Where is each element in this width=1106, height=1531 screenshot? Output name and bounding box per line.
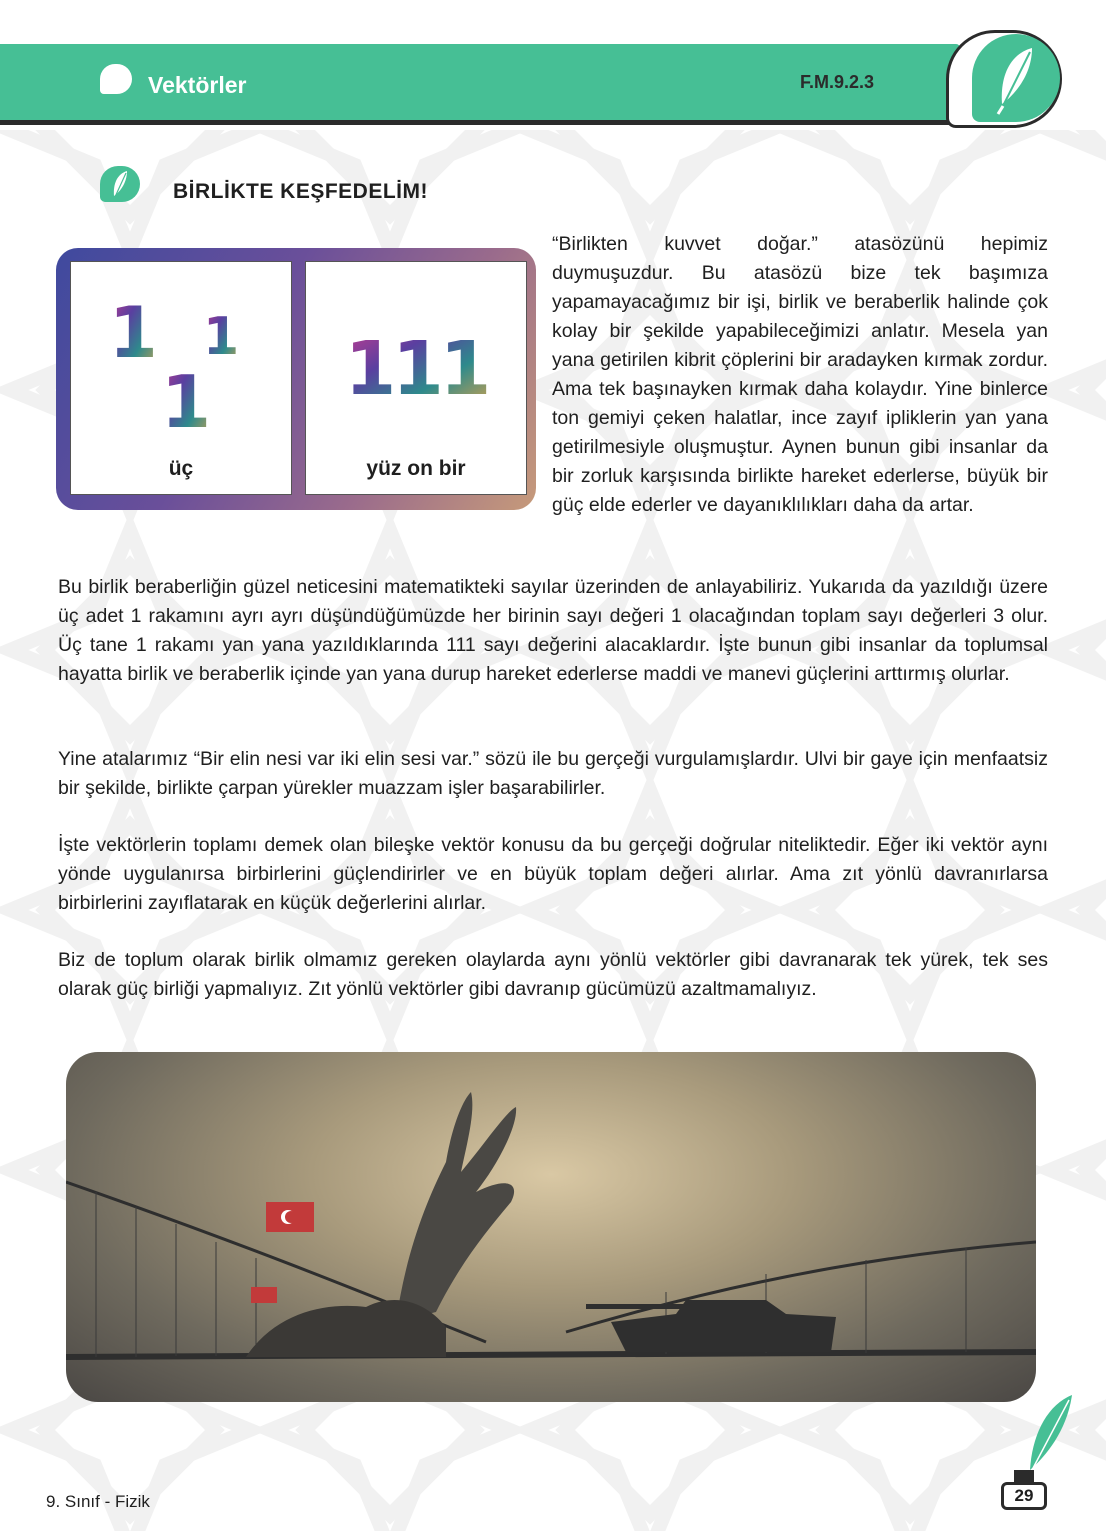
- number-111: 111: [344, 326, 488, 412]
- badge: [972, 34, 1060, 122]
- digit-one: 1: [161, 360, 212, 444]
- section-icon: [100, 166, 140, 202]
- feather-pen-icon: [1012, 1390, 1082, 1485]
- digits-scattered: [71, 262, 291, 452]
- page-number: 29: [1001, 1482, 1047, 1510]
- curriculum-code: F.M.9.2.3: [800, 72, 875, 92]
- card-three-ones: [70, 261, 292, 495]
- paragraph: Biz de toplum olarak birlik olmamız gereken olaylarda aynı yönlü vektörler gibi davranarak tek yürek, tek ses olarak güç birliği yapmalıyız. Zıt yönlü vektörler gibi davranıp gücümüzü azaltmamalıyız.: [58, 949, 1048, 1000]
- card-one-eleven: [305, 261, 527, 495]
- digit-one: 1: [109, 292, 158, 374]
- poster-illustration: [66, 1052, 1036, 1402]
- poster-image: [66, 1052, 1036, 1402]
- lead-paragraph: “Birlikten kuvvet doğar.” atasözünü hepimiz duymuşuzdur. Bu atasözü bize tek başımıza yapamayacağımız bir işi, birlik ve beraberlik halinde çok kolay bir şekilde yapabileceğimizi anlatır. Mesela yan yana getirilen kibrit çöplerini bir aradayken kırmak zordur. Ama tek başınayken kırmak daha kolaydır. Yine binlerce ton gemiyi çeken halatlar, ince zayıf ipliklerin yan yana getirilmesiyle oluşmuştur. Aynen bunun gibi insanlar da bir zorluk karşısında birlikte hareket ederlerse, büyük bir güç elde ederler ve dayanıklılıkları daha da artar.: [552, 233, 1048, 516]
- card-label: üç: [168, 457, 194, 480]
- section-title: BİRLİKTE KEŞFEDELİM!: [173, 180, 428, 203]
- paragraph: Yine atalarımız “Bir elin nesi var iki elin sesi var.” sözü ile bu gerçeği vurgulamışlardır. Ulvi bir gaye için menfaatsiz bir şekilde, birlikte çarpan yürekler muazzam işler başarabilirler.: [58, 748, 1048, 799]
- chapter-title: Vektörler: [148, 72, 247, 98]
- card-label: yüz on bir: [366, 457, 466, 480]
- book-title: 9. Sınıf - Fizik: [46, 1492, 150, 1511]
- paragraph: Bu birlik beraberliğin güzel neticesini matematikteki sayılar üzerinden de anlayabiliriz. Yukarıda da yazıldığı üzere üç adet 1 rakamını ayrı ayrı düşündüğümüzde her birinin sayı değeri 1 olacağından toplam sayı değerleri 3 olur. Üç tane 1 rakamı yan yana yazıldıklarında 111 sayı değerini alacaklardır. İşte bunun gibi insanlar da toplumsal hayatta birlik ve beraberlik içinde yan yana durup hareket ederlerse maddi ve manevi güçlerini arttırmış olurlar.: [58, 576, 1048, 685]
- digit-one: 1: [203, 307, 240, 367]
- digits-combined: [306, 262, 526, 452]
- feather-icon: [100, 166, 140, 202]
- paragraph: İşte vektörlerin toplamı demek olan bileşke vektör konusu da bu gerçeği doğrular niteliktedir. Eğer iki vektör aynı yönde uygulanırsa birbirlerini güçlendirirler ve en büyük toplam değeri alırlar. Ama zıt yönlü davranırlarsa birbirlerini zayıflatarak en küçük değerlerini alırlar.: [58, 834, 1048, 914]
- header-bullet: [100, 64, 132, 94]
- feather-icon: [972, 34, 1060, 122]
